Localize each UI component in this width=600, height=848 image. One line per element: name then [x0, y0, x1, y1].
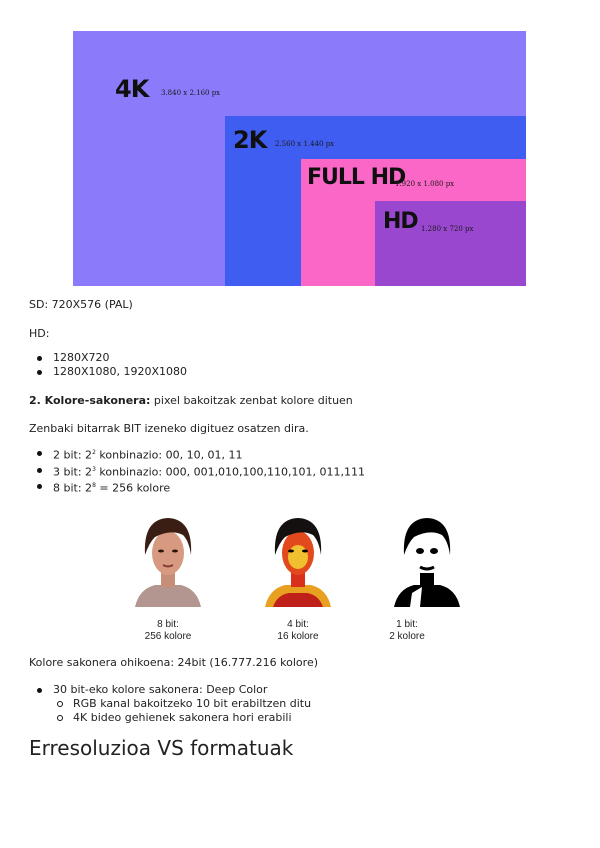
label-4k: 4K — [115, 75, 149, 103]
section-color-depth-rest: pixel bakoitzak zenbat kolore dituen — [150, 394, 353, 407]
deep-color-sublist — [57, 697, 311, 725]
portrait-1bit — [392, 513, 462, 611]
portrait-4bit-image — [263, 513, 333, 607]
dims-hd: 1.280 x 720 px — [421, 225, 474, 233]
section-title: Erresoluzioa VS formatuak — [29, 736, 294, 760]
portrait-4bit — [263, 513, 333, 611]
dims-4k: 3.840 x 2.160 px — [161, 89, 221, 97]
label-fullhd: FULL HD — [307, 165, 406, 190]
dims-fullhd: 1.920 x 1.080 px — [395, 180, 455, 188]
bits-intro: Zenbaki bitarrak BIT izeneko digituez osatzen dira. — [29, 422, 309, 435]
caption-8bit: 8 bit: 256 kolore — [144, 619, 192, 642]
list-item: 8 bit: $2^8 = 256$ kolore — [37, 479, 365, 496]
color-depth-common: Kolore sakonera ohikoena: 24bit (16.777.216 kolore) — [29, 656, 319, 669]
portrait-8bit — [133, 513, 203, 611]
portrait-8bit-image — [133, 513, 203, 607]
bits-list — [37, 446, 365, 496]
hd-heading: HD: — [29, 327, 50, 340]
dims-2k: 2.560 x 1.440 px — [275, 140, 335, 148]
caption-1bit: 1 bit: 2 kolore — [389, 619, 425, 642]
box-hd — [375, 201, 526, 286]
hd-list — [37, 351, 187, 379]
list-item: 3 bit: $2^3$ konbinazio: 000, 001,010,100,110,101, 011,111 — [37, 463, 365, 480]
label-hd: HD — [383, 209, 418, 234]
resolution-diagram — [73, 31, 526, 286]
caption-4bit: 4 bit: 16 kolore — [277, 619, 319, 642]
portrait-1bit-image — [392, 513, 462, 607]
list-item: 1280X1080, 1920X1080 — [37, 365, 187, 379]
list-item: 30 bit-eko kolore sakonera: Deep Color — [37, 683, 267, 697]
list-item: 1280X720 — [37, 351, 187, 365]
sd-line: SD: 720X576 (PAL) — [29, 298, 133, 311]
deep-color-list — [37, 683, 267, 697]
label-2k: 2K — [233, 126, 267, 154]
section-color-depth — [29, 394, 353, 407]
section-color-depth-bold: 2. Kolore-sakonera: — [29, 394, 151, 407]
list-item: 2 bit: $2^2$ konbinazio: 00, 10, 01, 11 — [37, 446, 365, 463]
list-item: RGB kanal bakoitzeko 10 bit erabiltzen ditu — [57, 697, 311, 711]
list-item: 4K bideo gehienek sakonera hori erabili — [57, 711, 311, 725]
